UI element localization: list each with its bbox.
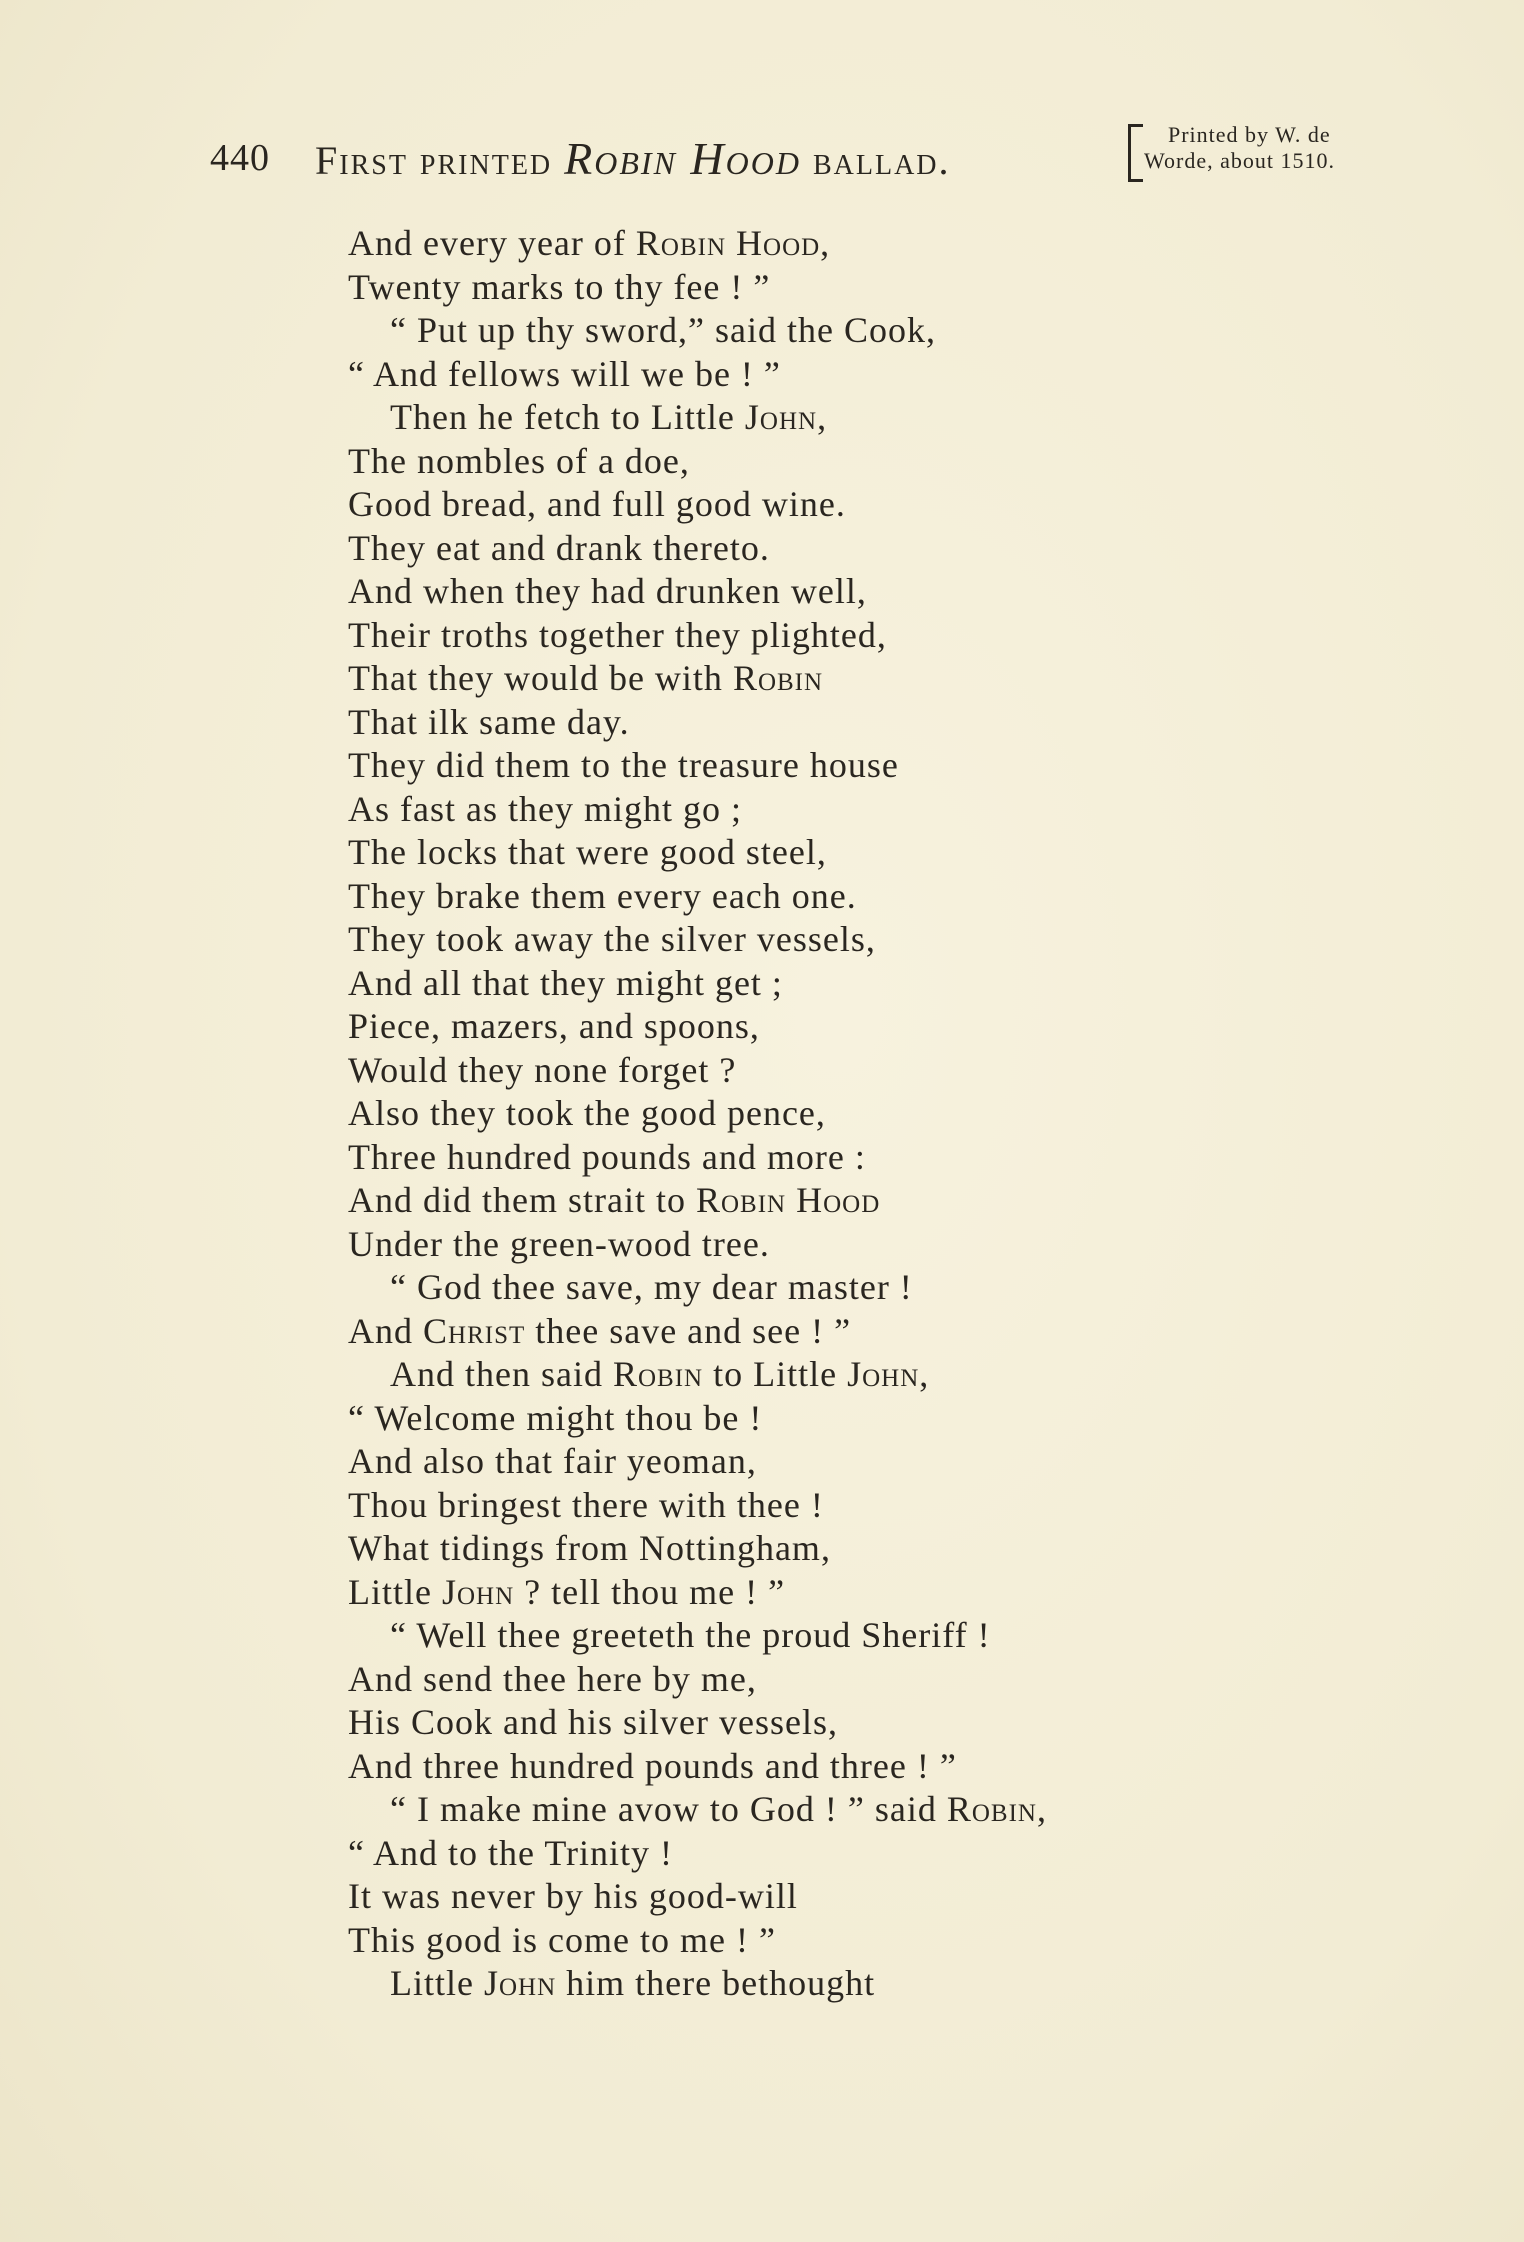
- printer-note-line1: Printed by W. de: [1168, 122, 1331, 147]
- verse-line: The nombles of a doe,: [348, 440, 690, 481]
- verse-line: And Christ thee save and see ! ”: [348, 1310, 852, 1351]
- verse-line: The locks that were good steel,: [348, 832, 827, 872]
- verse-line: And send thee here by me,: [348, 1658, 757, 1699]
- running-title-part1: First printed: [315, 138, 565, 183]
- verse-line: It was never by his good-will: [348, 1876, 798, 1916]
- verse-line: Twenty marks to thy fee ! ”: [348, 266, 771, 307]
- verse-line: They took away the silver vessels,: [348, 919, 876, 959]
- verse-line: “ Well thee greeteth the proud Sheriff !: [390, 1615, 991, 1655]
- verse-line: “ And to the Trinity !: [348, 1832, 674, 1873]
- verse-line: And then said Robin to Little John,: [390, 1354, 930, 1394]
- verse-line: Little John ? tell thou me ! ”: [348, 1571, 786, 1612]
- verse-line: And also that fair yeoman,: [348, 1441, 757, 1481]
- verse-line: They did them to the treasure house: [348, 745, 899, 785]
- running-header: [210, 122, 1390, 192]
- verse-line: As fast as they might go ;: [348, 788, 742, 829]
- verse-line: And three hundred pounds and three ! ”: [348, 1745, 957, 1786]
- verse-line: Piece, mazers, and spoons,: [348, 1006, 760, 1046]
- verse-line: His Cook and his silver vessels,: [348, 1702, 838, 1742]
- printer-note-line2: Worde, about 1510.: [1144, 148, 1335, 173]
- printer-note: [1128, 122, 1388, 180]
- verse-line: Little John him there bethought: [390, 1963, 876, 2003]
- verse-line: Thou bringest there with thee !: [348, 1484, 824, 1525]
- verse-line: And every year of Robin Hood,: [348, 223, 831, 263]
- verse-line: Also they took the good pence,: [348, 1093, 826, 1133]
- verse-line: What tidings from Nottingham,: [348, 1528, 831, 1568]
- bracket-mark: [1128, 124, 1143, 182]
- verse-line: They eat and drank thereto.: [348, 527, 770, 568]
- verse-line: Then he fetch to Little John,: [390, 397, 828, 437]
- running-title-part2: ballad.: [800, 138, 951, 183]
- verse-line: “ I make mine avow to God ! ” said Robin,: [390, 1789, 1047, 1829]
- verse-line: “ And fellows will we be ! ”: [348, 353, 781, 394]
- verse-line: That they would be with Robin: [348, 658, 824, 698]
- verse-line: Good bread, and full good wine.: [348, 484, 846, 524]
- ballad-verse: [348, 222, 1348, 2022]
- verse-line: Three hundred pounds and more :: [348, 1136, 866, 1177]
- verse-line: And when they had drunken well,: [348, 571, 867, 611]
- verse-line: Their troths together they plighted,: [348, 614, 887, 655]
- verse-line: Would they none forget ?: [348, 1049, 737, 1090]
- page-number: 440: [210, 137, 270, 179]
- verse-line: That ilk same day.: [348, 701, 630, 742]
- running-title-italic: Robin Hood: [564, 133, 801, 184]
- running-title: [315, 132, 951, 185]
- verse-line: And all that they might get ;: [348, 962, 783, 1003]
- verse-line: And did them strait to Robin Hood: [348, 1180, 881, 1220]
- verse-line: Under the green-wood tree.: [348, 1223, 770, 1264]
- verse-line: They brake them every each one.: [348, 875, 857, 916]
- verse-line: “ Welcome might thou be !: [348, 1397, 763, 1438]
- verse-line: This good is come to me ! ”: [348, 1919, 776, 1960]
- verse-line: “ Put up thy sword,” said the Cook,: [390, 310, 936, 350]
- verse-line: “ God thee save, my dear master !: [390, 1267, 913, 1307]
